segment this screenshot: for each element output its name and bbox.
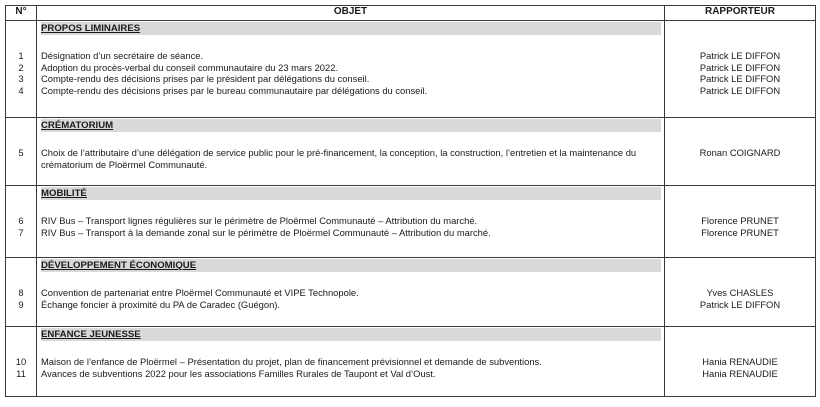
item-num: 11	[16, 367, 26, 379]
item-rapporteur: Patrick LE DIFFON	[699, 84, 781, 96]
section-title: MOBILITÉ	[41, 187, 661, 200]
item-rapporteur: Patrick LE DIFFON	[699, 298, 781, 310]
item-num: 1	[18, 50, 24, 61]
item-rapporteur: Ronan COIGNARD	[699, 147, 781, 158]
section-mobilite	[6, 186, 816, 258]
section-crematorium	[6, 118, 816, 186]
header-objet: OBJET	[37, 6, 665, 21]
item-text: Compte-rendu des décisions prises par le bureau communautaire par délégations du conseil.	[41, 84, 428, 96]
item-rapporteur: Patrick LE DIFFON	[699, 61, 781, 73]
objet-cell	[37, 258, 665, 327]
item-num: 5	[18, 147, 24, 158]
section-title: ENFANCE JEUNESSE	[41, 328, 661, 341]
item-num: 2	[18, 61, 24, 73]
item-rapporteur: Hania RENAUDIE	[702, 356, 778, 367]
item-text: Avances de subventions 2022 pour les associations Familles Rurales de Taupont et Val d’Oust.	[41, 367, 436, 379]
header-rapporteur: RAPPORTEUR	[665, 6, 816, 21]
item-text: RIV Bus – Transport lignes régulières sur le périmètre de Ploërmel Communauté – Attribution du marché.	[41, 215, 478, 226]
rapporteur-cell	[665, 186, 816, 258]
num-cell	[6, 21, 37, 118]
section-title: DÉVELOPPEMENT ÉCONOMIQUE	[41, 259, 661, 272]
item-text: Maison de l’enfance de Ploërmel – Présentation du projet, plan de financement prévisionnel et demande de subventions.	[41, 356, 542, 367]
item-text: Échange foncier à proximité du PA de Caradec (Guégon).	[41, 298, 281, 310]
item-text: Adoption du procès-verbal du conseil communautaire du 23 mars 2022.	[41, 61, 339, 73]
rapporteur-cell	[665, 21, 816, 118]
item-text: Désignation d’un secrétaire de séance.	[41, 50, 204, 61]
section-enfance-jeunesse	[6, 327, 816, 397]
item-num: 7	[18, 226, 24, 238]
item-num: 3	[18, 73, 24, 85]
objet-cell	[37, 186, 665, 258]
item-num: 4	[18, 84, 24, 96]
item-rapporteur: Florence PRUNET	[701, 226, 779, 238]
item-num: 8	[18, 287, 24, 298]
item-num: 6	[18, 215, 24, 226]
rapporteur-cell	[665, 258, 816, 327]
agenda-table	[5, 5, 816, 397]
rapporteur-cell	[665, 327, 816, 397]
objet-cell	[37, 327, 665, 397]
num-cell	[6, 186, 37, 258]
item-text: RIV Bus – Transport à la demande zonal sur le périmètre de Ploërmel Communauté – Attribution du marché.	[41, 226, 491, 238]
objet-cell	[37, 21, 665, 118]
item-num: 10	[15, 356, 27, 367]
item-rapporteur: Florence PRUNET	[701, 215, 779, 226]
header-row	[6, 6, 816, 21]
item-rapporteur: Patrick LE DIFFON	[699, 73, 781, 85]
item-rapporteur: Patrick LE DIFFON	[699, 50, 781, 61]
section-title: PROPOS LIMINAIRES	[41, 22, 661, 35]
header-num: N°	[6, 6, 37, 21]
rapporteur-cell	[665, 118, 816, 186]
item-rapporteur: Yves CHASLES	[706, 287, 774, 298]
num-cell	[6, 118, 37, 186]
item-text: Convention de partenariat entre Ploërmel Communauté et VIPE Technopole.	[41, 287, 359, 298]
objet-cell	[37, 118, 665, 186]
item-num: 9	[18, 298, 24, 310]
section-developpement-economique	[6, 258, 816, 327]
num-cell	[6, 327, 37, 397]
section-propos-liminaires	[6, 21, 816, 118]
item-text: Choix de l’attributaire d’une délégation de service public pour le pré-financement, la conception, la construction, l’entretien et la maintenance du crématorium de Ploërmel Communauté.	[41, 147, 637, 170]
item-rapporteur: Hania RENAUDIE	[702, 367, 778, 379]
section-title: CRÉMATORIUM	[41, 119, 661, 132]
num-cell	[6, 258, 37, 327]
item-text: Compte-rendu des décisions prises par le président par délégations du conseil.	[41, 73, 370, 85]
